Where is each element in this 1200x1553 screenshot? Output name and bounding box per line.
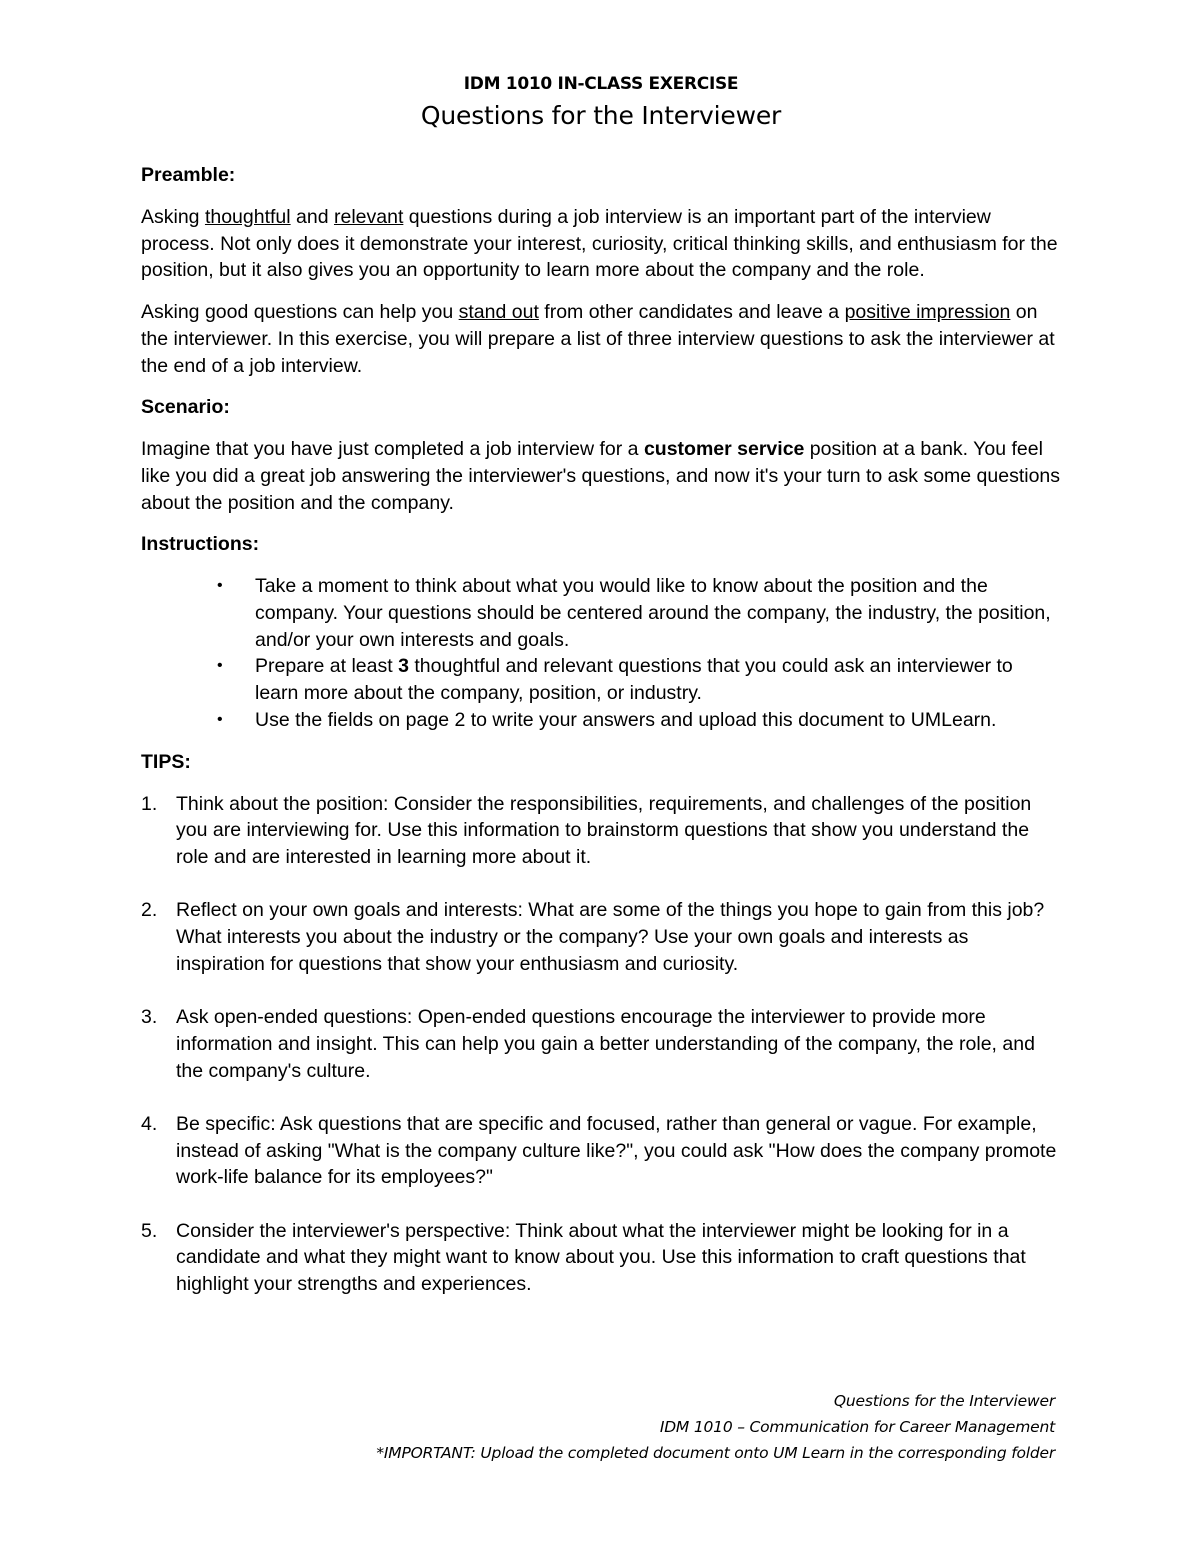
underlined-phrase-stand-out: stand out: [458, 301, 539, 324]
instructions-list: [141, 573, 1061, 733]
instructions-heading: Instructions:: [141, 533, 260, 556]
tip-number: 3.: [141, 1006, 158, 1029]
text-run: questions during a job interview is an important part of the interview process. Not only does it demonstrate your interest, curiosity, critical thinking skills, and enthusiasm for the position, but it also gives you an opportunity to learn more about the company and the role.: [141, 206, 1058, 282]
bullet-icon: •: [217, 657, 223, 675]
footer-upload-notice: *IMPORTANT: Upload the completed document onto UM Learn in the corresponding folder: [376, 1444, 1055, 1462]
tip-text: Think about the position: Consider the responsibilities, requirements, and challenges of the position you are interviewing for. Use this information to brainstorm questions that show you understand the role and are interested in learning more about it.: [176, 792, 1032, 868]
tip-item: [141, 897, 1061, 977]
bold-phrase-customer-service: customer service: [643, 438, 805, 461]
tip-text: Be specific: Ask questions that are specific and focused, rather than general or vague. For example, instead of asking "What is the company culture like?", you could ask "How does the company promote work-life balance for its employees?": [176, 1112, 1057, 1189]
underlined-word-thoughtful: thoughtful: [204, 206, 291, 228]
preamble-paragraph-2: [141, 299, 1061, 379]
text-run: on the interviewer. In this exercise, you will prepare a list of three interview questions to ask the interviewer at the end of a job interview.: [141, 301, 1055, 377]
tips-heading: TIPS:: [141, 750, 191, 773]
course-title: IDM 1010 IN-CLASS EXERCISE: [463, 74, 739, 94]
tip-text: Reflect on your own goals and interests: What are some of the things you hope to gain from this job? What interests you about the industry or the company? Use your own goals and interests as inspiration for questions that show your enthusiasm and curiosity.: [176, 899, 1045, 975]
tip-item: [141, 1218, 1061, 1298]
tip-number: 1.: [141, 792, 158, 815]
text-run: Asking good questions can help you: [141, 301, 459, 324]
bullet-icon: •: [217, 577, 223, 595]
instruction-item: [141, 653, 1061, 706]
instruction-item: [141, 707, 1061, 734]
document-title: Questions for the Interviewer: [420, 101, 782, 130]
footer-doc-title: Questions for the Interviewer: [833, 1392, 1055, 1410]
preamble-heading: Preamble:: [141, 164, 236, 186]
text-run: Prepare at least: [255, 655, 399, 678]
underlined-word-relevant: relevant: [333, 206, 404, 228]
text-run: from other candidates and leave a: [538, 301, 845, 324]
text-run: Asking: [141, 206, 205, 228]
tip-number: 2.: [141, 899, 158, 922]
instruction-text: Use the fields on page 2 to write your answers and upload this document to UMLearn.: [255, 708, 997, 731]
instruction-text: Take a moment to think about what you would like to know about the position and the company. Your questions should be centered around the company, the industry, the position, and/or your own interests and goals.: [255, 575, 1051, 651]
instruction-text: [255, 655, 1013, 704]
tip-item: [141, 1004, 1061, 1084]
tip-number: 5.: [141, 1219, 158, 1242]
page-footer: [376, 1388, 1055, 1466]
document-body: [141, 70, 1061, 1298]
text-run: position at a bank. You feel like you did a great job answering the interviewer's questions, and now it's your turn to ask some questions about the position and the company.: [141, 438, 1061, 514]
tip-number: 4.: [141, 1112, 158, 1135]
underlined-phrase-positive-impression: positive impression: [844, 301, 1011, 324]
text-run: thoughtful and relevant questions that you could ask an interviewer to learn more about the company, position, or industry.: [255, 655, 1013, 705]
tip-text: Ask open-ended questions: Open-ended questions encourage the interviewer to provide more information and insight. This can help you gain a better understanding of the company, the role, and the company's culture.: [176, 1006, 1035, 1082]
tip-text: Consider the interviewer's perspective: Think about what the interviewer might be looking for in a candidate and what they might want to know about you. Use this information to craft questions that highlight your strengths and experiences.: [176, 1219, 1026, 1296]
tip-item: [141, 1111, 1061, 1191]
scenario-paragraph: [141, 436, 1061, 516]
tips-list: [141, 791, 1061, 1298]
footer-course-name: IDM 1010 – Communication for Career Management: [659, 1418, 1055, 1436]
tip-item: [141, 791, 1061, 871]
bullet-icon: •: [217, 710, 223, 728]
bold-number: 3: [398, 655, 409, 678]
scenario-heading: Scenario:: [141, 396, 230, 419]
text-run: Imagine that you have just completed a job interview for a: [141, 438, 644, 461]
preamble-paragraph-1: [141, 204, 1061, 284]
text-run: and: [290, 206, 334, 228]
instruction-item: [141, 573, 1061, 653]
